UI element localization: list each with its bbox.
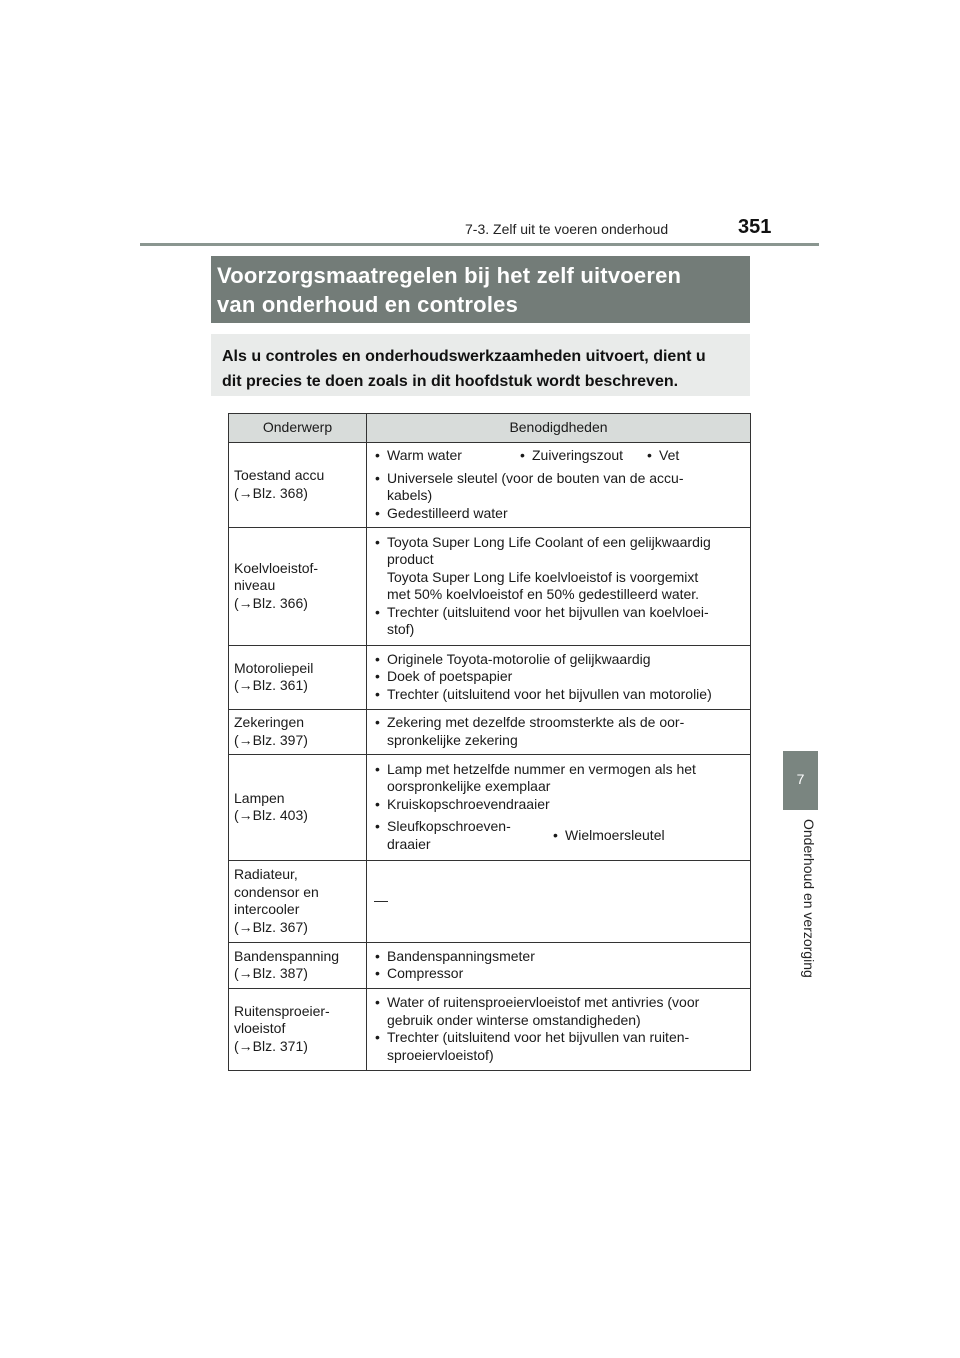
item-continuation: product (387, 551, 434, 567)
list-item: • Trechter (uitsluitend voor het bijvullen van ruiten- (372, 1029, 746, 1047)
header-divider (140, 243, 819, 246)
item-text: • Zuiveringszout (520, 447, 624, 463)
header-topic: Onderwerp (229, 414, 367, 443)
item-continuation: spronkelijke zekering (387, 731, 518, 748)
page-ref: (→Blz. 366) (234, 594, 308, 611)
item-continuation: sproeiervloeistof) (387, 1046, 494, 1063)
intro-line-2: dit precies te doen zoals in dit hoofdstuk wordt beschreven. (222, 373, 679, 390)
section-header: 7-3. Zelf uit te voeren onderhoud (465, 221, 669, 237)
maintenance-table (228, 413, 751, 1071)
chapter-number: 7 (796, 771, 805, 787)
list-item: • Wielmoersleutel (550, 827, 665, 845)
item-continuation: stof) (387, 621, 415, 637)
topic-cell (229, 528, 367, 646)
table-row (229, 646, 751, 710)
item-note: met 50% koelvloeistof en 50% gedestilleerd water. (387, 586, 700, 602)
table-row (229, 755, 751, 861)
list-item: • Trechter (uitsluitend voor het bijvullen van motorolie) (372, 686, 746, 704)
topic-cell (229, 443, 367, 528)
title-line-1: Voorzorgsmaatregelen bij het zelf uitvoeren (217, 263, 682, 288)
page-ref: (→Blz. 371) (234, 1037, 308, 1054)
page-ref: (→Blz. 368) (234, 484, 308, 501)
item-continuation: draaier (387, 835, 431, 852)
topic-cell (229, 710, 367, 755)
needs-cell (367, 443, 751, 528)
topic-text: Koelvloeistof- (234, 559, 319, 576)
list-item: • Compressor (372, 965, 746, 983)
page-ref: (→Blz. 403) (234, 807, 308, 823)
page-ref: (→Blz. 367) (234, 918, 308, 935)
list-item: • Bandenspanningsmeter (372, 948, 746, 966)
topic-cell (229, 861, 367, 943)
topic-text: Lampen (234, 789, 285, 806)
table-row (229, 943, 751, 989)
header-needs: Benodigdheden (367, 414, 751, 443)
item-continuation: oorspronkelijke exemplaar (387, 778, 551, 795)
chapter-label: Onderhoud en verzorging (801, 819, 817, 978)
item-text: • Vet (647, 447, 680, 463)
item-note: Toyota Super Long Life koelvloeistof is voorgemixt (387, 568, 699, 585)
page-ref: (→Blz. 397) (234, 731, 308, 748)
chapter-tab (783, 751, 818, 810)
needs-cell (367, 943, 751, 989)
needs-cell (367, 755, 751, 861)
needs-cell (367, 646, 751, 710)
list-item: • Toyota Super Long Life Coolant of een gelijkwaardig (372, 534, 746, 552)
list-item: • Zekering met dezelfde stroomsterkte als de oor- (372, 714, 746, 732)
needs-cell (367, 861, 751, 943)
topic-text: Zekeringen (234, 714, 305, 730)
list-item: • Kruiskopschroevendraaier (372, 796, 746, 814)
list-item: • Trechter (uitsluitend voor het bijvullen van koelvloei- (372, 604, 746, 622)
page-title (211, 256, 750, 323)
list-item: • Doek of poetspapier (372, 668, 746, 686)
table-row (229, 528, 751, 646)
list-item: • Universele sleutel (voor de bouten van de accu- (372, 470, 746, 488)
list-item (372, 447, 746, 465)
page-number: 351 (738, 216, 772, 238)
page-ref: (→Blz. 361) (234, 677, 308, 693)
topic-text: Toestand accu (234, 467, 325, 483)
topic-text: Radiateur, (234, 866, 298, 882)
item-continuation: gebruik onder winterse omstandigheden) (387, 1011, 641, 1028)
topic-cell (229, 646, 367, 710)
list-item: • Sleufkopschroeven- (372, 818, 550, 836)
topic-cell (229, 943, 367, 989)
table-row (229, 443, 751, 528)
intro-box (211, 334, 750, 396)
needs-cell (367, 710, 751, 755)
table-header-row (229, 414, 751, 443)
topic-text: niveau (234, 577, 276, 594)
needs-cell (367, 989, 751, 1071)
topic-text: Motoroliepeil (234, 659, 314, 676)
empty-dash: — (374, 892, 388, 909)
topic-text: condensor en (234, 883, 319, 900)
needs-cell (367, 528, 751, 646)
table-row (229, 710, 751, 755)
list-item: • Water of ruitensproeiervloeistof met antivries (voor (372, 994, 746, 1012)
list-item: • Gedestilleerd water (372, 505, 746, 523)
topic-text: intercooler (234, 901, 300, 917)
topic-text: Ruitensproeier- (234, 1002, 330, 1019)
title-line-2: van onderhoud en controles (217, 292, 519, 317)
item-continuation: kabels) (387, 487, 433, 503)
page-ref: (→Blz. 387) (234, 965, 308, 981)
list-item: • Originele Toyota-motorolie of gelijkwaardig (372, 651, 746, 669)
topic-cell (229, 989, 367, 1071)
table-row (229, 989, 751, 1071)
topic-text: Bandenspanning (234, 947, 340, 964)
intro-line-1: Als u controles en onderhoudswerkzaamheden uitvoert, dient u (222, 348, 706, 365)
item-text: • Warm water (387, 447, 462, 463)
topic-cell (229, 755, 367, 861)
topic-text: vloeistof (234, 1020, 286, 1037)
list-item: • Lamp met hetzelfde nummer en vermogen als het (372, 761, 746, 779)
table-row (229, 861, 751, 943)
